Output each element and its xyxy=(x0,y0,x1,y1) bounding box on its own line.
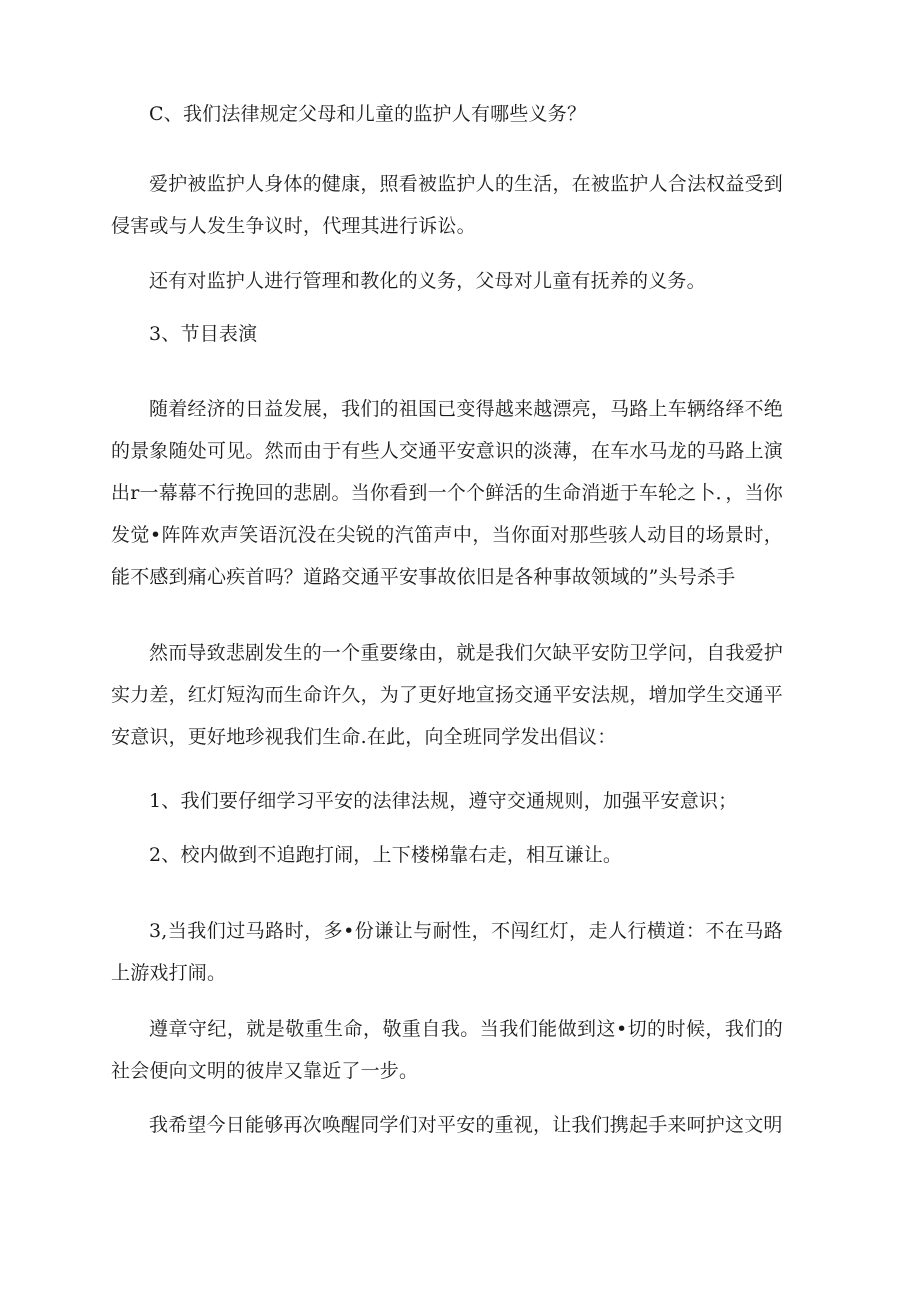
question-heading: C、我们法律规定父母和儿童的监护人有哪些义务？ xyxy=(149,103,587,125)
section-heading-performance: 3、节目表演 xyxy=(149,323,258,345)
list-item-3: 3,当我们过马路时，多•份谦让与耐性，不闯红灯，走人行横道：不在马路上游戏打闹。 xyxy=(111,920,783,984)
paragraph-guardian-duties: 爱护被监护人身体的健康，照看被监护人的生活，在被监护人合法权益受到侵害或与人发生争议时，代理其进行诉讼。 xyxy=(111,173,783,237)
paragraph-traffic-tragedy: 随着经济的日益发展，我们的祖国已变得越来越漂亮，马路上车辆络绎不绝的景象随处可见。然而由于有些人交通平安意识的淡薄，在车水马龙的马路上演出r一幕幕不行挽回的悲剧。当你看到一个个鲜活的生命消逝于车轮之卜．，当你发觉•阵阵欢声笑语沉没在尖锐的汽笛声中，当你面对那些骇人动目的场景时，能不感到痛心疾首吗？道路交通平安事故依旧是各种事故领域的”头号杀手 xyxy=(111,398,784,588)
list-item-1: 1、我们要仔细学习平安的法律法规，遵守交通规则，加强平安意识； xyxy=(149,790,738,812)
paragraph-closing: 我希望今日能够再次唤醒同学们对平安的重视，让我们携起手来呵护这文明 xyxy=(149,1114,783,1136)
paragraph-respect-life: 遵章守纪，就是敬重生命，敬重自我。当我们能做到这•切的时候，我们的社会便向文明的彼岸又靠近了一步。 xyxy=(111,1018,783,1082)
paragraph-management-duties: 还有对监护人进行管理和教化的义务，父母对儿童有抚养的义务。 xyxy=(149,270,706,292)
paragraph-proposal: 然而导致悲剧发生的一个重要缘由，就是我们欠缺平安防卫学问，自我爱护实力差，红灯短沟而生命许久，为了更好地宣扬交通平安法规，增加学生交通平安意识，更好地珍视我们生命.在此，向全班同学发出倡议： xyxy=(111,642,784,748)
list-item-2: 2、校内做到不追跑打闹，上下楼梯靠右走，相互谦让。 xyxy=(149,844,623,866)
